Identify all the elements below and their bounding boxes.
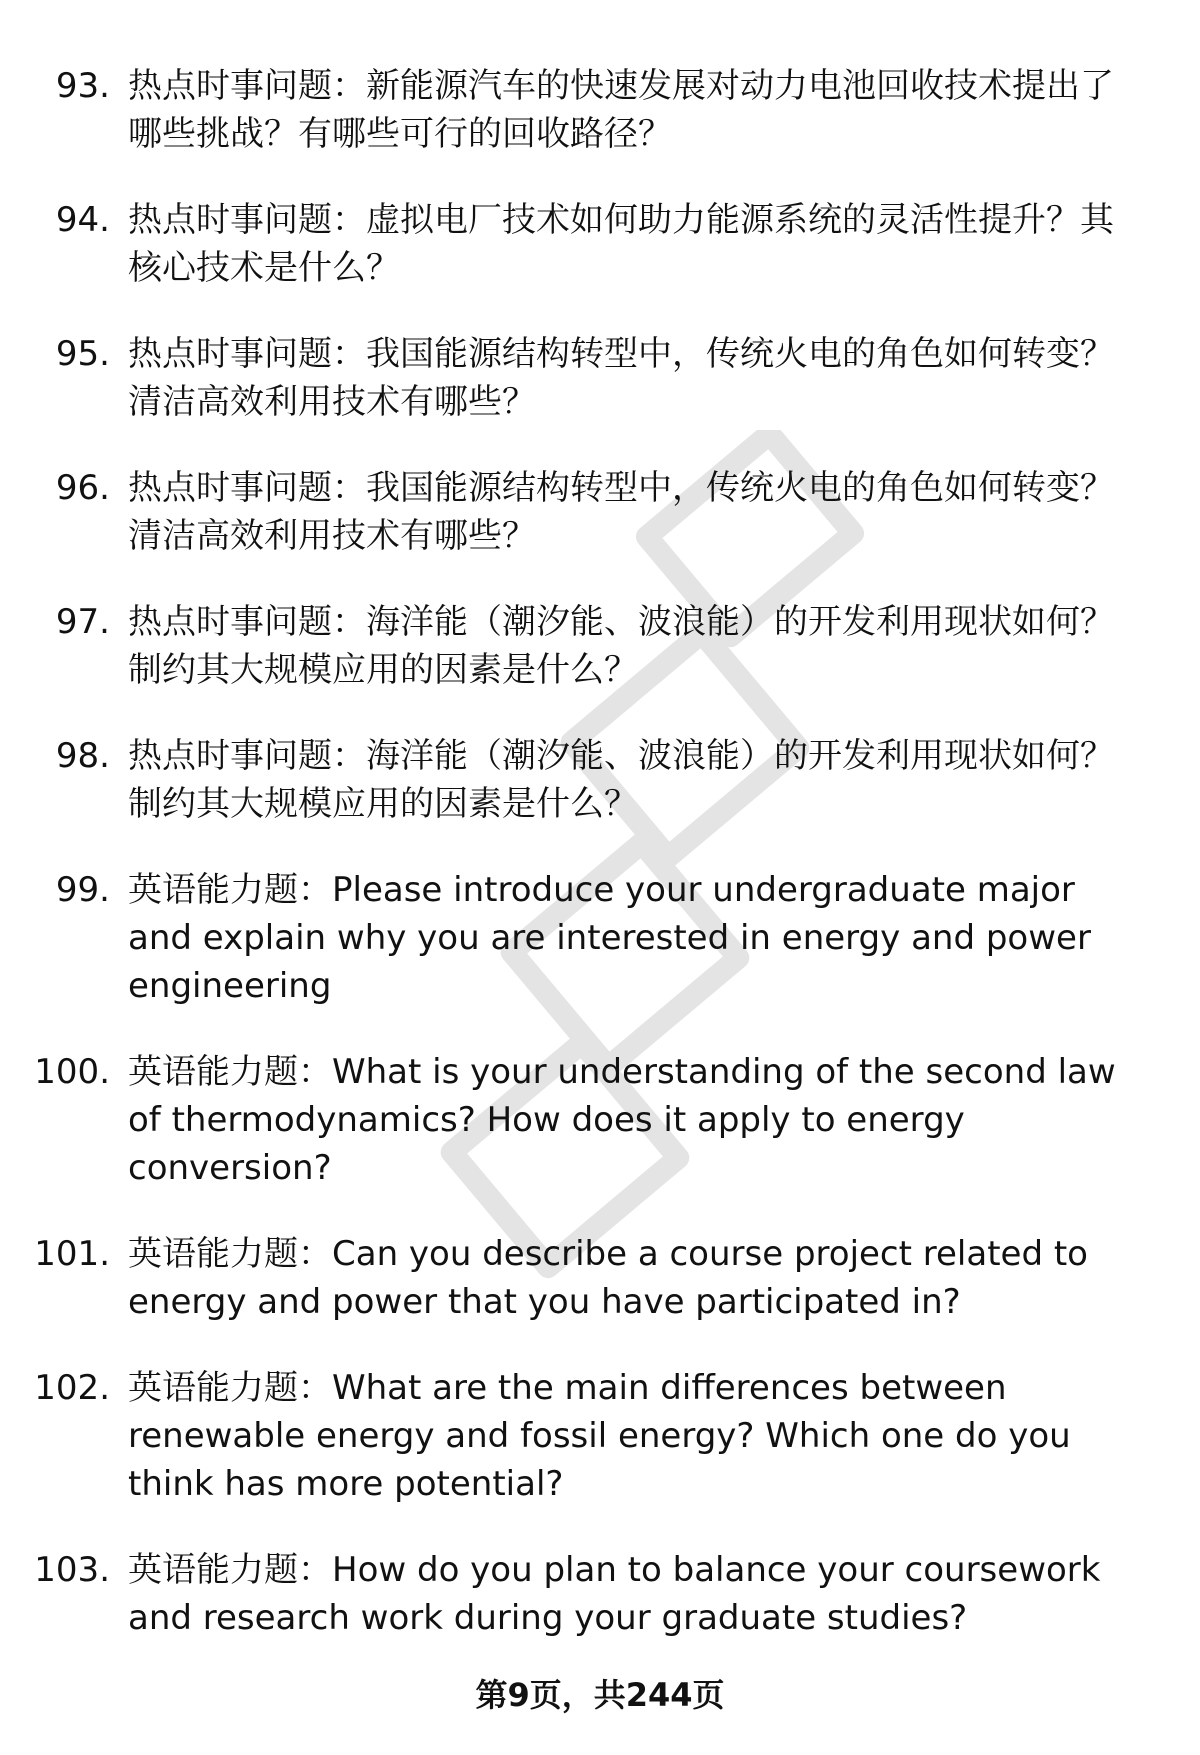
- question-text: [128, 866, 1140, 1010]
- question-item: [0, 330, 1200, 426]
- question-text: [128, 62, 1140, 158]
- question-item: [0, 464, 1200, 560]
- question-category: 热点时事问题：: [128, 200, 366, 240]
- question-number: 96.: [55, 468, 110, 508]
- question-item: [0, 732, 1200, 828]
- question-number: 98.: [55, 736, 110, 776]
- question-category: 英语能力题：: [128, 1052, 332, 1092]
- question-number: 93.: [55, 66, 110, 106]
- question-body: How do you plan to balance your coursework and research work during your graduate studies?: [128, 1550, 1101, 1638]
- question-number: 99.: [55, 870, 110, 910]
- question-body: What are the main differences between renewable energy and fossil energy? Which one do you think has more potential?: [128, 1368, 1071, 1504]
- question-text: [128, 1230, 1140, 1326]
- question-text: [128, 1546, 1140, 1642]
- question-text: [128, 330, 1140, 426]
- question-number: 101.: [34, 1234, 110, 1274]
- question-item: [0, 866, 1200, 1010]
- question-body: Can you describe a course project related to energy and power that you have participated in?: [128, 1234, 1088, 1322]
- question-number: 97.: [55, 602, 110, 642]
- question-number: 95.: [55, 334, 110, 374]
- question-body: 新能源汽车的快速发展对动力电池回收技术提出了哪些挑战？有哪些可行的回收路径？: [128, 66, 1114, 154]
- question-category: 英语能力题：: [128, 1368, 332, 1408]
- question-number: 100.: [34, 1052, 110, 1092]
- question-category: 热点时事问题：: [128, 334, 366, 374]
- question-text: [128, 464, 1140, 560]
- question-text: [128, 732, 1140, 828]
- question-number: 103.: [34, 1550, 110, 1590]
- question-body: 虚拟电厂技术如何助力能源系统的灵活性提升？其核心技术是什么？: [128, 200, 1114, 288]
- question-category: 热点时事问题：: [128, 66, 366, 106]
- question-body: 我国能源结构转型中，传统火电的角色如何转变？清洁高效利用技术有哪些？: [128, 468, 1114, 556]
- question-item: [0, 62, 1200, 158]
- question-category: 英语能力题：: [128, 870, 332, 910]
- question-body: What is your understanding of the second law of thermodynamics? How does it apply to energy conversion?: [128, 1052, 1116, 1188]
- question-item: [0, 1230, 1200, 1326]
- question-item: [0, 1546, 1200, 1642]
- page-footer: 第9页，共244页: [475, 1676, 725, 1714]
- question-category: 热点时事问题：: [128, 736, 366, 776]
- question-text: [128, 1048, 1140, 1192]
- question-number: 94.: [55, 200, 110, 240]
- question-body: 海洋能（潮汐能、波浪能）的开发利用现状如何？制约其大规模应用的因素是什么？: [128, 736, 1114, 824]
- question-body: 海洋能（潮汐能、波浪能）的开发利用现状如何？制约其大规模应用的因素是什么？: [128, 602, 1114, 690]
- question-item: [0, 1364, 1200, 1508]
- question-list: [0, 62, 1200, 1680]
- question-text: [128, 196, 1140, 292]
- question-body: Please introduce your undergraduate major and explain why you are interested in energy and power engineering: [128, 870, 1091, 1006]
- question-number: 102.: [34, 1368, 110, 1408]
- question-text: [128, 1364, 1140, 1508]
- question-text: [128, 598, 1140, 694]
- question-item: [0, 196, 1200, 292]
- question-item: [0, 598, 1200, 694]
- question-item: [0, 1048, 1200, 1192]
- question-category: 热点时事问题：: [128, 468, 366, 508]
- question-body: 我国能源结构转型中，传统火电的角色如何转变？清洁高效利用技术有哪些？: [128, 334, 1114, 422]
- question-category: 热点时事问题：: [128, 602, 366, 642]
- question-category: 英语能力题：: [128, 1234, 332, 1274]
- question-category: 英语能力题：: [128, 1550, 332, 1590]
